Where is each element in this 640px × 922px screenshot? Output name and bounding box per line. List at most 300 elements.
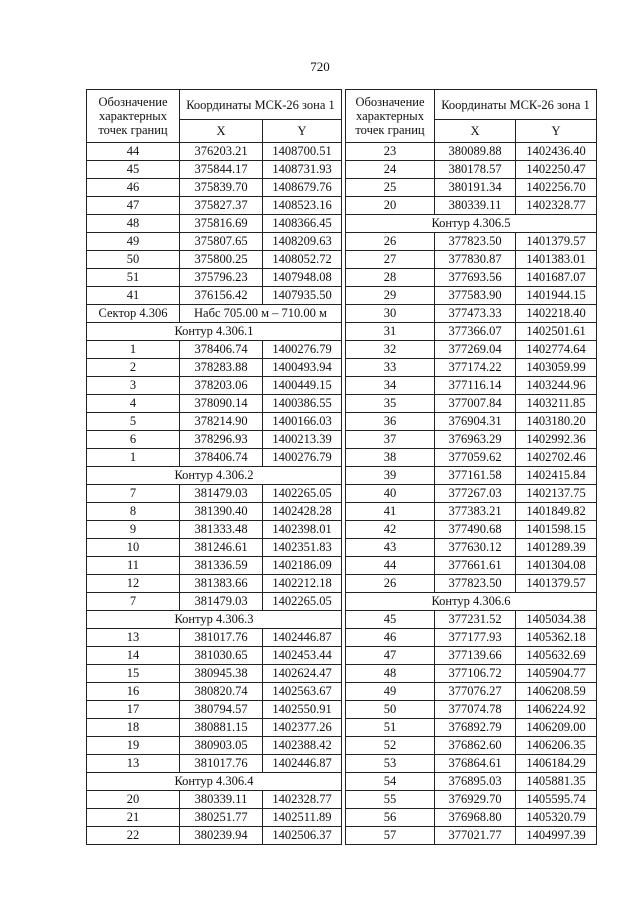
table-row [346,611,597,629]
contour-label: Контур 4.306.1 [87,323,342,341]
point-id: 9 [87,521,180,539]
table-row [87,575,342,593]
table-row [87,269,342,287]
table-row [87,719,342,737]
point-id: 1 [87,341,180,359]
y-value: 1402398.01 [263,521,342,539]
x-value: 377161.58 [435,467,516,485]
x-value: 380794.57 [180,701,263,719]
x-value: 375807.65 [180,233,263,251]
y-value: 1402328.77 [516,197,597,215]
y-value: 1402212.18 [263,575,342,593]
point-id: 39 [346,467,435,485]
table-row [87,287,342,305]
y-value: 1405034.38 [516,611,597,629]
y-value: 1402377.26 [263,719,342,737]
y-value: 1406209.00 [516,719,597,737]
table-row [346,233,597,251]
point-id: 20 [346,197,435,215]
x-value: 375844.17 [180,161,263,179]
sector-elevation: Набс 705.00 м – 710.00 м [180,305,342,323]
table-row [346,521,597,539]
point-id: 21 [87,809,180,827]
y-value: 1402702.46 [516,449,597,467]
y-value: 1400493.94 [263,359,342,377]
y-value: 1402563.67 [263,683,342,701]
point-id: 56 [346,809,435,827]
header-x: X [180,120,263,143]
point-id: 57 [346,827,435,845]
table-row [87,539,342,557]
point-id: 25 [346,179,435,197]
point-id: 14 [87,647,180,665]
contour-label: Контур 4.306.3 [87,611,342,629]
y-value: 1402550.91 [263,701,342,719]
x-value: 376862.60 [435,737,516,755]
table-row [346,557,597,575]
table-row [346,719,597,737]
y-value: 1402511.89 [263,809,342,827]
point-id: 26 [346,575,435,593]
x-value: 378090.14 [180,395,263,413]
point-id: 34 [346,377,435,395]
point-id: 41 [346,503,435,521]
table-row [346,539,597,557]
x-value: 376929.70 [435,791,516,809]
x-value: 380239.94 [180,827,263,845]
x-value: 377177.93 [435,629,516,647]
y-value: 1401304.08 [516,557,597,575]
table-row [346,287,597,305]
point-id: 22 [87,827,180,845]
point-id: 48 [346,665,435,683]
x-value: 375827.37 [180,197,263,215]
x-value: 377267.03 [435,485,516,503]
x-value: 380339.11 [435,197,516,215]
header-point-label: Обозначение характерных точек границ [346,90,435,143]
table-row [346,197,597,215]
point-id: 46 [346,629,435,647]
point-id: 42 [346,521,435,539]
header-y: Y [516,120,597,143]
x-value: 375839.70 [180,179,263,197]
table-row [87,557,342,575]
x-value: 381333.48 [180,521,263,539]
point-id: 7 [87,485,180,503]
table-row [87,233,342,251]
x-value: 381030.65 [180,647,263,665]
y-value: 1401289.39 [516,539,597,557]
y-value: 1405904.77 [516,665,597,683]
table-row [346,341,597,359]
table-row [346,431,597,449]
point-id: 52 [346,737,435,755]
y-value: 1400166.03 [263,413,342,431]
point-id: 55 [346,791,435,809]
x-value: 377630.12 [435,539,516,557]
y-value: 1402453.44 [263,647,342,665]
table-row [87,521,342,539]
table-row [87,377,342,395]
x-value: 381017.76 [180,755,263,773]
point-id: 6 [87,431,180,449]
x-value: 378296.93 [180,431,263,449]
table-row [87,755,342,773]
x-value: 378203.06 [180,377,263,395]
point-id: 46 [87,179,180,197]
table-row [87,791,342,809]
table-row [87,701,342,719]
table-row [346,827,597,845]
header-coords-label: Координаты МСК-26 зона 1 [435,90,597,120]
y-value: 1405362.18 [516,629,597,647]
x-value: 380881.15 [180,719,263,737]
y-value: 1401944.15 [516,287,597,305]
y-value: 1402218.40 [516,305,597,323]
point-id: 45 [87,161,180,179]
y-value: 1402506.37 [263,827,342,845]
table-row [346,683,597,701]
header-point-label: Обозначение характерных точек границ [87,90,180,143]
point-id: 4 [87,395,180,413]
table-row [87,449,342,467]
y-value: 1406208.59 [516,683,597,701]
table-row [346,485,597,503]
x-value: 377473.33 [435,305,516,323]
table-row [346,395,597,413]
y-value: 1402446.87 [263,629,342,647]
x-value: 375800.25 [180,251,263,269]
table-row [346,737,597,755]
table-row [87,143,342,161]
x-value: 380251.77 [180,809,263,827]
x-value: 376156.42 [180,287,263,305]
table-row [346,161,597,179]
point-id: 19 [87,737,180,755]
x-value: 376963.29 [435,431,516,449]
point-id: 44 [346,557,435,575]
contour-row [87,773,342,791]
table-row [87,737,342,755]
contour-label: Контур 4.306.6 [346,593,597,611]
contour-label: Контур 4.306.5 [346,215,597,233]
contour-row [346,593,597,611]
y-value: 1402265.05 [263,485,342,503]
x-value: 377383.21 [435,503,516,521]
point-id: 54 [346,773,435,791]
table-row [87,395,342,413]
x-value: 377269.04 [435,341,516,359]
y-value: 1402186.09 [263,557,342,575]
point-id: 33 [346,359,435,377]
x-value: 377583.90 [435,287,516,305]
x-value: 378214.90 [180,413,263,431]
point-id: 8 [87,503,180,521]
point-id: 32 [346,341,435,359]
point-id: 41 [87,287,180,305]
y-value: 1403180.20 [516,413,597,431]
table-row [87,413,342,431]
x-value: 377823.50 [435,575,516,593]
y-value: 1406224.92 [516,701,597,719]
point-id: 40 [346,485,435,503]
y-value: 1401687.07 [516,269,597,287]
x-value: 378406.74 [180,449,263,467]
y-value: 1402428.28 [263,503,342,521]
table-row [87,485,342,503]
point-id: 49 [87,233,180,251]
point-id: 30 [346,305,435,323]
x-value: 377059.62 [435,449,516,467]
y-value: 1401849.82 [516,503,597,521]
point-id: 3 [87,377,180,395]
x-value: 377231.52 [435,611,516,629]
x-value: 376904.31 [435,413,516,431]
table-row [87,251,342,269]
table-row [87,359,342,377]
point-id: 43 [346,539,435,557]
y-value: 1400449.15 [263,377,342,395]
x-value: 377823.50 [435,233,516,251]
y-value: 1402774.64 [516,341,597,359]
point-id: 49 [346,683,435,701]
point-id: 12 [87,575,180,593]
table-row [87,215,342,233]
y-value: 1400276.79 [263,341,342,359]
table-row [87,665,342,683]
x-value: 380903.05 [180,737,263,755]
y-value: 1402436.40 [516,143,597,161]
y-value: 1402328.77 [263,791,342,809]
y-value: 1402388.42 [263,737,342,755]
table-row [346,701,597,719]
y-value: 1405595.74 [516,791,597,809]
point-id: 16 [87,683,180,701]
point-id: 36 [346,413,435,431]
point-id: 15 [87,665,180,683]
x-value: 380820.74 [180,683,263,701]
point-id: 26 [346,233,435,251]
point-id: 50 [87,251,180,269]
x-value: 377076.27 [435,683,516,701]
table-row [87,179,342,197]
point-id: 23 [346,143,435,161]
table-row [346,377,597,395]
table-row [87,341,342,359]
y-value: 1401379.57 [516,233,597,251]
y-value: 1402992.36 [516,431,597,449]
y-value: 1402250.47 [516,161,597,179]
point-id: 10 [87,539,180,557]
table-row [87,827,342,845]
x-value: 378283.88 [180,359,263,377]
y-value: 1402265.05 [263,593,342,611]
x-value: 380089.88 [435,143,516,161]
y-value: 1402624.47 [263,665,342,683]
contour-row [346,215,597,233]
table-row [346,323,597,341]
x-value: 377174.22 [435,359,516,377]
y-value: 1403244.96 [516,377,597,395]
table-row [87,431,342,449]
y-value: 1400386.55 [263,395,342,413]
y-value: 1408700.51 [263,143,342,161]
y-value: 1408209.63 [263,233,342,251]
x-value: 377366.07 [435,323,516,341]
table-body-left [87,143,342,845]
header-y: Y [263,120,342,143]
table-row [346,647,597,665]
x-value: 375796.23 [180,269,263,287]
y-value: 1402446.87 [263,755,342,773]
table-row [87,647,342,665]
contour-label: Контур 4.306.2 [87,467,342,485]
table-row [346,359,597,377]
point-id: 31 [346,323,435,341]
point-id: 5 [87,413,180,431]
y-value: 1406206.35 [516,737,597,755]
table-row [87,161,342,179]
contour-label: Контур 4.306.4 [87,773,342,791]
y-value: 1408366.45 [263,215,342,233]
x-value: 377661.61 [435,557,516,575]
x-value: 381479.03 [180,485,263,503]
point-id: 20 [87,791,180,809]
coordinates-table-left [86,89,342,845]
table-row [87,197,342,215]
y-value: 1404997.39 [516,827,597,845]
point-id: 53 [346,755,435,773]
y-value: 1405881.35 [516,773,597,791]
x-value: 377007.84 [435,395,516,413]
table-row [346,503,597,521]
y-value: 1407935.50 [263,287,342,305]
table-row [87,593,342,611]
header-coords-label: Координаты МСК-26 зона 1 [180,90,342,120]
x-value: 380339.11 [180,791,263,809]
x-value: 376895.03 [435,773,516,791]
table-row [346,143,597,161]
point-id: 45 [346,611,435,629]
table-row [346,629,597,647]
point-id: 17 [87,701,180,719]
y-value: 1402415.84 [516,467,597,485]
table-row [346,665,597,683]
y-value: 1408679.76 [263,179,342,197]
point-id: 51 [346,719,435,737]
x-value: 381390.40 [180,503,263,521]
x-value: 375816.69 [180,215,263,233]
point-id: 38 [346,449,435,467]
x-value: 377116.14 [435,377,516,395]
point-id: 13 [87,755,180,773]
x-value: 380945.38 [180,665,263,683]
point-id: 24 [346,161,435,179]
contour-row [87,323,342,341]
table-row [87,629,342,647]
y-value: 1408731.93 [263,161,342,179]
y-value: 1405320.79 [516,809,597,827]
y-value: 1407948.08 [263,269,342,287]
point-id: 18 [87,719,180,737]
point-id: 7 [87,593,180,611]
table-row [87,683,342,701]
point-id: 29 [346,287,435,305]
x-value: 376892.79 [435,719,516,737]
point-id: 44 [87,143,180,161]
x-value: 377490.68 [435,521,516,539]
y-value: 1401598.15 [516,521,597,539]
contour-row [87,467,342,485]
y-value: 1403059.99 [516,359,597,377]
header-x: X [435,120,516,143]
coordinates-table-right [345,89,597,845]
y-value: 1401383.01 [516,251,597,269]
x-value: 377139.66 [435,647,516,665]
x-value: 381383.66 [180,575,263,593]
table-row [346,449,597,467]
table-row [346,575,597,593]
x-value: 377021.77 [435,827,516,845]
point-id: 11 [87,557,180,575]
x-value: 377074.78 [435,701,516,719]
x-value: 376968.80 [435,809,516,827]
table-row [346,809,597,827]
x-value: 377693.56 [435,269,516,287]
y-value: 1402137.75 [516,485,597,503]
table-row [346,251,597,269]
table-row [346,305,597,323]
sector-row [87,305,342,323]
x-value: 381017.76 [180,629,263,647]
y-value: 1405632.69 [516,647,597,665]
table-row [346,791,597,809]
y-value: 1408523.16 [263,197,342,215]
point-id: 51 [87,269,180,287]
table-row [87,809,342,827]
y-value: 1401379.57 [516,575,597,593]
point-id: 47 [346,647,435,665]
x-value: 376864.61 [435,755,516,773]
table-row [87,503,342,521]
point-id: 35 [346,395,435,413]
point-id: 37 [346,431,435,449]
y-value: 1403211.85 [516,395,597,413]
table-row [346,773,597,791]
point-id: 47 [87,197,180,215]
point-id: 28 [346,269,435,287]
contour-row [87,611,342,629]
point-id: 13 [87,629,180,647]
table-row [346,269,597,287]
x-value: 377830.87 [435,251,516,269]
y-value: 1402256.70 [516,179,597,197]
x-value: 380191.34 [435,179,516,197]
page-number: 720 [310,59,330,74]
x-value: 376203.21 [180,143,263,161]
y-value: 1400276.79 [263,449,342,467]
point-id: 27 [346,251,435,269]
point-id: 2 [87,359,180,377]
x-value: 378406.74 [180,341,263,359]
point-id: 1 [87,449,180,467]
x-value: 380178.57 [435,161,516,179]
y-value: 1406184.29 [516,755,597,773]
table-row [346,467,597,485]
y-value: 1402351.83 [263,539,342,557]
y-value: 1400213.39 [263,431,342,449]
table-body-right [346,143,597,845]
